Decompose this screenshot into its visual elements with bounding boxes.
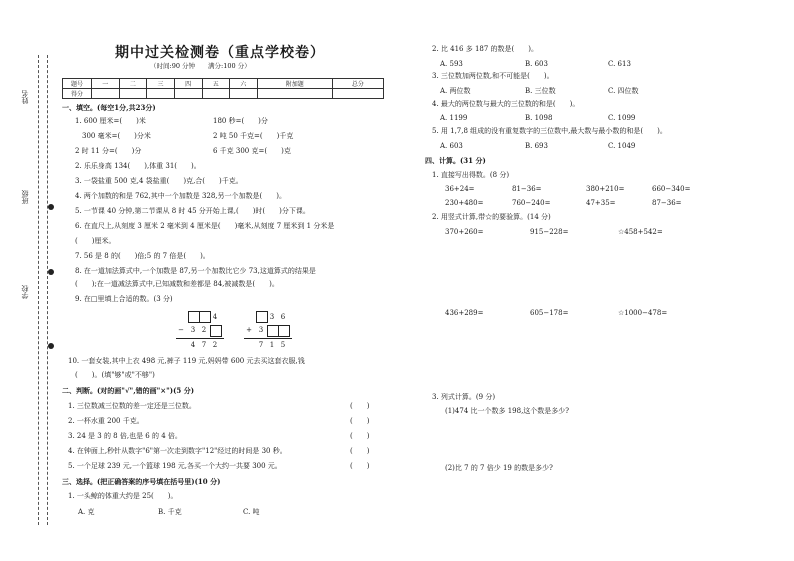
binding-hole [48,269,54,275]
section-heading: 三、选择。(把正确答案的序号填在括号里)(10 分) [62,477,221,486]
question: 3. 列式计算。(9 分) [432,393,496,401]
answer-paren[interactable]: ( ) [350,447,370,455]
question: 300 毫米=( )分米 [82,132,151,140]
calc-item: 36+24= [445,185,475,193]
question: 3. 一袋盐重 500 克,4 袋盐重( )克,合( )千克。 [75,177,243,185]
name-label: 姓名 [21,90,29,104]
calc-item: ☆458+542= [618,228,663,236]
option: C. 吨 [243,508,260,516]
option: A. 593 [440,60,463,68]
word-problem: (1)474 比一个数多 198,这个数是多少? [445,407,570,415]
question: 4. 最大的两位数与最大的三位数的和是( )。 [432,100,580,108]
option: B. 千克 [158,508,182,516]
question: 6. 在直尺上,从刻度 3 厘米 2 毫米到 4 厘米是( )毫米,从刻度 7 厘米到 1 分米是 [75,222,335,230]
option: B. 603 [525,60,548,68]
option: B. 1098 [525,114,553,122]
school-label: 学校 [21,285,29,299]
option: B. 693 [525,142,548,150]
binding-line-2 [47,55,48,525]
question: 6 千克 300 克=( )克 [213,147,291,155]
question: ( );在一道减法算式中,已知减数和差都是 84,被减数是( )。 [75,280,279,288]
binding-hole [48,343,54,349]
question: ( )厘米。 [75,237,116,245]
calc-item: 81−36= [512,185,542,193]
answer-paren[interactable]: ( ) [350,402,370,410]
page-subtitle: （时间:90 分钟 满分:100 分） [150,62,251,70]
option: B. 三位数 [525,87,556,95]
option: A. 1199 [440,114,468,122]
question: 2 吨 50 千克=( )千克 [213,132,294,140]
option: A. 两位数 [440,87,471,95]
question: 1. 一头鲸的体重大约是 25( )。 [68,492,178,500]
score-table: 题号 一 二 三 四 五 六 附加题 总分 得分 [62,78,384,99]
section-heading: 四、计算。(31 分) [425,156,486,165]
page-title: 期中过关检测卷（重点学校卷） [115,45,325,61]
question: 5. 一节课 40 分钟,第二节课从 8 时 45 分开始上课,( )时( )分下课。 [75,207,310,215]
answer-paren[interactable]: ( ) [350,432,370,440]
calc-item: 47+35= [586,199,616,207]
calc-item: ☆1000−478= [618,309,668,317]
judge-item: 2. 一杯水重 200 千克。 [68,417,144,425]
section-heading: 一、填空。(每空1分,共23分) [62,103,156,112]
question: 3. 三位数加两位数,和不可能是( )。 [432,72,554,80]
option: C. 613 [608,60,631,68]
calc-item: 380+210= [586,185,625,193]
calc-item: 660−340= [652,185,691,193]
question: 2. 用竖式计算,带☆的要验算。(14 分) [432,213,551,221]
question: 5. 用 1,7,8 组成的没有重复数字的三位数中,最大数与最小数的和是( )。 [432,127,667,135]
question: 1. 600 厘米=( )米 [75,117,146,125]
class-label: 班级 [21,190,29,204]
binding-line [38,55,39,525]
judge-item: 5. 一个足球 239 元,一个篮球 198 元,各买一个大约一共要 300 元。 [68,462,282,470]
answer-box[interactable] [278,325,290,337]
question: 10. 一套女装,其中上衣 498 元,裤子 119 元,妈妈带 600 元去买这套衣服,钱 [68,357,305,365]
question: 180 秒=( )分 [213,117,268,125]
question: 8. 在一道加法算式中,一个加数是 87,另一个加数比它少 73,这道算式的结果是 [75,267,316,275]
option: C. 1049 [608,142,636,150]
answer-paren[interactable]: ( ) [350,417,370,425]
judge-item: 1. 三位数减三位数的差一定还是三位数。 [68,402,196,410]
answer-box[interactable] [210,325,222,337]
calc-item: 230+480= [445,199,484,207]
calc-item: 436+289= [445,309,484,317]
calc-item: 370+260= [445,228,484,236]
calc-item: 760−240= [512,199,551,207]
calc-item: 915−228= [530,228,569,236]
option: A. 603 [440,142,463,150]
question: 2. 乐乐身高 134( ),体重 31( )。 [75,162,201,170]
judge-item: 4. 在钟面上,秒针从数字"6"第一次走到数字"12"经过的时间是 30 秒。 [68,447,287,455]
question: ( )。(填"够"或"不够") [75,371,155,379]
question: 1. 直接写出得数。(8 分) [432,171,510,179]
calc-item: 605−178= [530,309,569,317]
question: 9. 在□里填上合适的数。(3 分) [75,295,173,303]
option: A. 克 [78,508,95,516]
section-heading: 二、判断。(对的画"√",错的画"×")(5 分) [62,386,195,395]
answer-paren[interactable]: ( ) [350,462,370,470]
calc-item: 87−36= [652,199,682,207]
option: C. 四位数 [608,87,639,95]
binding-hole [48,204,54,210]
option: C. 1099 [608,114,636,122]
word-problem: (2)比 7 的 7 倍少 19 的数是多少? [445,464,553,472]
question: 2 时 11 分=( )分 [75,147,142,155]
question: 2. 比 416 多 187 的数是( )。 [432,45,538,53]
judge-item: 3. 24 是 3 的 8 倍,也是 6 的 4 倍。 [68,432,182,440]
question: 4. 两个加数的和是 762,其中一个加数是 328,另一个加数是( )。 [75,192,286,200]
question: 7. 56 是 8 的( )倍;5 的 7 倍是( )。 [75,252,210,260]
